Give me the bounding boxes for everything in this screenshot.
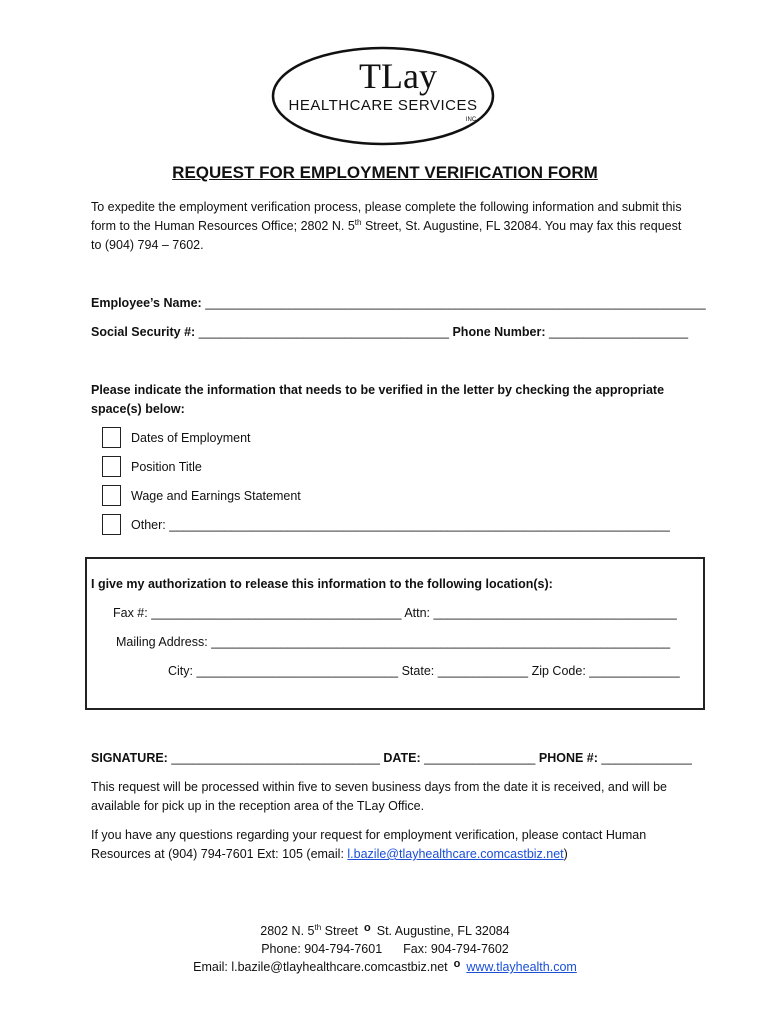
- footer-fax: Fax: 904-794-7602: [403, 942, 509, 956]
- instructions-line-2: space(s) below:: [91, 402, 185, 416]
- footer-address-c: St. Augustine, FL 32084: [376, 924, 510, 938]
- date-field[interactable]: ________________: [424, 751, 536, 765]
- footer-address-a: 2802 N. 5: [260, 924, 315, 938]
- phone-number-label: Phone Number:: [452, 325, 546, 339]
- logo-brand: TLay: [359, 56, 437, 96]
- zip-code-field[interactable]: _____________: [589, 664, 680, 678]
- signature-row: [91, 749, 692, 768]
- option-dates-of-employment: Dates of Employment: [131, 431, 251, 445]
- ssn-phone-row: [91, 323, 688, 342]
- city-field[interactable]: _____________________________: [196, 664, 399, 678]
- state-label: State:: [401, 664, 435, 678]
- processing-note-line-1: This request will be processed within five to seven business days from the date it is received, and will be: [91, 780, 667, 794]
- date-label: DATE:: [383, 751, 421, 765]
- logo-line2: INC: [465, 117, 477, 123]
- logo-graphic: [271, 46, 495, 146]
- fax-label: Fax #:: [113, 606, 148, 620]
- mailing-address-row: [116, 633, 670, 652]
- footer-address-sup: th: [314, 922, 322, 932]
- signature-label: SIGNATURE:: [91, 751, 168, 765]
- attn-field[interactable]: ___________________________________: [433, 606, 677, 620]
- city-state-zip-row: [168, 662, 680, 681]
- checkbox-wage-earnings[interactable]: [102, 485, 121, 506]
- ssn-label: Social Security #:: [91, 325, 196, 339]
- phone-number-field[interactable]: ____________________: [549, 325, 689, 339]
- bullet-icon: o: [453, 958, 461, 970]
- state-field[interactable]: _____________: [437, 664, 529, 678]
- city-label: City:: [168, 664, 193, 678]
- mailing-address-label: Mailing Address:: [116, 635, 208, 649]
- signature-phone-label: PHONE #:: [538, 751, 598, 765]
- intro-paragraph: [91, 198, 691, 255]
- contact-email-link[interactable]: l.bazile@tlayhealthcare.comcastbiz.net: [347, 847, 564, 861]
- footer-email: Email: l.bazile@tlayhealthcare.comcastbiz.net: [193, 960, 448, 974]
- other-field[interactable]: ________________________________________________________________________: [169, 518, 670, 532]
- signature-phone-field[interactable]: _____________: [601, 751, 692, 765]
- intro-text-1: To expedite the employment verification process, please complete the following information and submit this form to the Human Resources Office; 2802 N. 5: [91, 200, 682, 233]
- option-other: Other:: [131, 518, 166, 532]
- zip-code-label: Zip Code:: [531, 664, 586, 678]
- form-title: REQUEST FOR EMPLOYMENT VERIFICATION FORM: [172, 163, 598, 182]
- company-logo: [271, 46, 495, 146]
- intro-sup: th: [354, 217, 362, 227]
- instructions-line-1: Please indicate the information that needs to be verified in the letter by checking the appropriate: [91, 383, 665, 397]
- signature-field[interactable]: ______________________________: [171, 751, 380, 765]
- intro-text-2: Street, St. Augustine, FL 32084. You may fax this request to (904) 794 – 7602.: [91, 219, 682, 252]
- employee-name-row: [91, 294, 706, 313]
- authorization-heading: I give my authorization to release this information to the following location(s):: [91, 577, 553, 591]
- footer-address-b: Street: [321, 924, 358, 938]
- footer-phone: Phone: 904-794-7601: [261, 942, 383, 956]
- checkbox-dates-of-employment[interactable]: [102, 427, 121, 448]
- logo-line1: HEALTHCARE SERVICES: [288, 97, 478, 114]
- option-other-row: [131, 516, 670, 535]
- fax-attn-row: [113, 604, 677, 623]
- contact-note-line-1: If you have any questions regarding your request for employment verification, please contact Human: [91, 828, 647, 842]
- ssn-field[interactable]: ____________________________________: [198, 325, 449, 339]
- option-wage-earnings: Wage and Earnings Statement: [131, 489, 301, 503]
- contact-note-prefix: Resources at (904) 794-7601 Ext: 105 (email:: [91, 847, 348, 861]
- fax-field[interactable]: ____________________________________: [151, 606, 402, 620]
- bullet-icon: o: [364, 922, 371, 934]
- contact-note-line-2: [91, 845, 568, 864]
- option-position-title: Position Title: [131, 460, 202, 474]
- attn-label: Attn:: [404, 606, 431, 620]
- footer-address: [0, 922, 770, 942]
- mailing-address-field[interactable]: __________________________________________________________________: [211, 635, 671, 649]
- checkbox-position-title[interactable]: [102, 456, 121, 477]
- employee-name-label: Employee’s Name:: [91, 296, 202, 310]
- footer-phone-fax: [0, 940, 770, 959]
- footer-contact: [0, 958, 770, 978]
- checkbox-other[interactable]: [102, 514, 121, 535]
- processing-note-line-2: available for pick up in the reception area of the TLay Office.: [91, 799, 425, 813]
- contact-note-suffix: ): [563, 847, 568, 861]
- footer-website-link[interactable]: www.tlayhealth.com: [466, 960, 577, 974]
- employee-name-field[interactable]: ________________________________________________________________________: [205, 296, 706, 310]
